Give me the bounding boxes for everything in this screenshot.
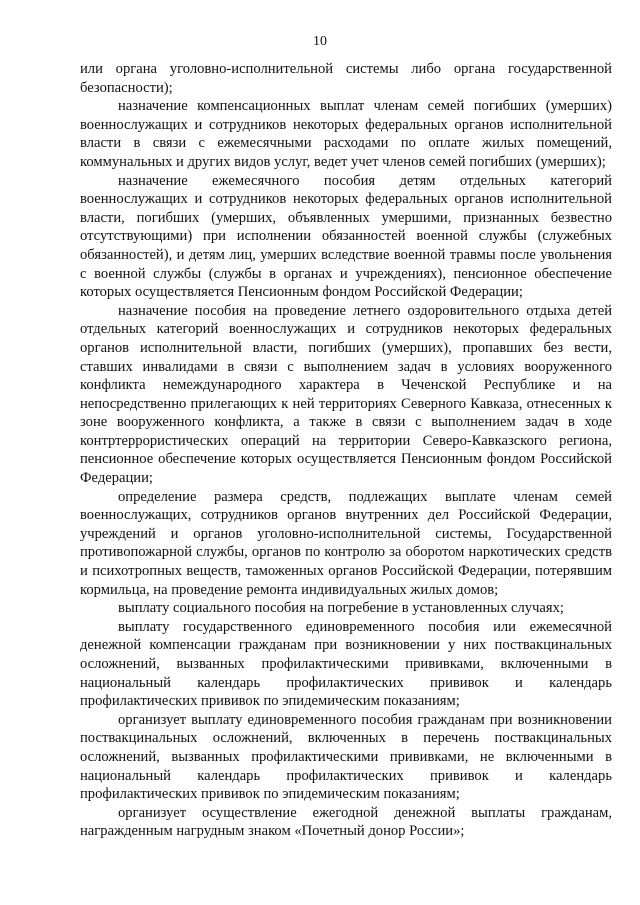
paragraph-house-repair-funds: определение размера средств, подлежащих выплате членам семей военнослужащих, сотрудников органов внутренних дел Российской Федерации, учреждений и органов уголовно-исполнительной системы, Государственной противопожарной службы, органов по контролю за оборотом наркотических средств и психотропных веществ, таможенных органов Российской Федерации, потерявшим кормильца, на проведение ремонта индивидуальных жилых домов; [80,488,612,598]
paragraph-postvaccinal-lump-sum: организует выплату единовременного пособия гражданам при возникновении поствакцинальных осложнений, включенных в перечень поствакцинальных осложнений, вызванных профилактическими прививками, не включенными в национальный календарь профилактических прививок и календарь профилактических прививок по эпидемическим показаниям; [80,711,612,803]
paragraph-continuation: или органа уголовно-исполнительной системы либо органа государственной безопасности); [80,61,612,96]
page-number: 10 [313,34,327,49]
paragraph-burial-allowance: выплату социального пособия на погребение в установленных случаях; [118,600,564,617]
paragraph-compensation-payments: назначение компенсационных выплат членам семей погибших (умерших) военнослужащих и сотрудников некоторых федеральных органов исполнительной власти в связи с ежемесячными расходами по оплате жилых помещений, коммунальных и других видов услуг, ведет учет членов семей погибших (умерших); [80,98,612,170]
paragraph-postvaccinal-compensation: выплату государственного единовременного пособия или ежемесячной денежной компенсации гражданам при возникновении у них поствакцинальных осложнений, вызванных профилактическими прививками, включенными в национальный календарь профилактических прививок и календарь профилактических прививок по эпидемическим показаниям; [80,618,612,710]
paragraph-monthly-child-allowance: назначение ежемесячного пособия детям отдельных категорий военнослужащих и сотрудников некоторых федеральных органов исполнительной власти, погибших (умерших, объявленных умершими, признанных безвестно отсутствующими) при исполнении обязанностей военной службы (служебных обязанностей), и детям лиц, умерших вследствие военной травмы после увольнения с военной службы (службы в органах и учреждениях), пенсионное обеспечение которых осуществляется Пенсионным фондом Российской Федерации; [80,172,612,301]
paragraph-honorary-donor-payment: организует осуществление ежегодной денежной выплаты гражданам, награжденным нагрудным знаком «Почетный донор России»; [80,804,612,840]
paragraph-summer-rest-allowance: назначение пособия на проведение летнего оздоровительного отдыха детей отдельных категорий военнослужащих и сотрудников некоторых федеральных органов исполнительной власти, погибших (умерших), пропавших без вести, ставших инвалидами в связи с выполнением задач в условиях вооруженного конфликта немеждународного характера в Чеченской Республике и на непосредственно прилегающих к ней территориях Северного Кавказа, отнесенных к зоне вооруженного конфликта, а также в связи с выполнением задач в ходе контртеррористических операций на территории Северо-Кавказского региона, пенсионное обеспечение которых осуществляется Пенсионным фондом Российской Федерации; [80,302,612,487]
document-body [80,60,612,841]
